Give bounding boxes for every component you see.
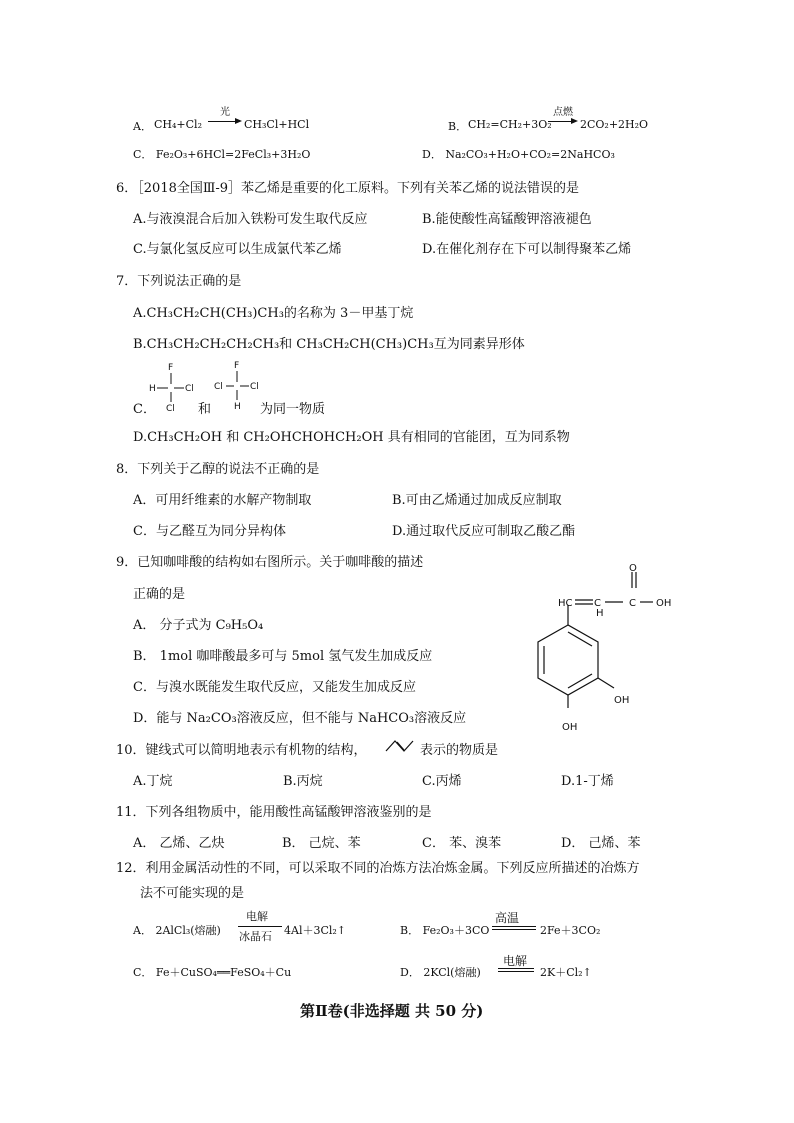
option-tail: 为同一物质 [260, 402, 326, 417]
condition-top: 高温 [495, 911, 520, 925]
caffeic-acid-structure [530, 560, 710, 740]
reaction-condition: 点燃 [553, 107, 573, 118]
q8-option-c: C．与乙醛互为同分异构体 [133, 524, 286, 539]
condition-bar [492, 929, 536, 930]
equation-products: 2Fe＋3CO₂ [540, 924, 601, 937]
atom-h: H [149, 384, 156, 394]
atom-f: F [234, 361, 240, 371]
atom-h: H [234, 402, 241, 412]
condition-bottom: 冰晶石 [239, 930, 272, 943]
q10-stem-start: 10．键线式可以简明地表示有机物的结构， [116, 743, 367, 758]
equation-products: 2CO₂+2H₂O [580, 118, 649, 131]
label-c: C [594, 598, 601, 609]
atom-cl: Cl [214, 382, 223, 392]
q11-option-d: D． 己烯、苯 [561, 836, 641, 851]
and-word: 和 [198, 402, 212, 417]
bond-lines [226, 371, 249, 400]
q9-option-d: D．能与 Na₂CO₃溶液反应，但不能与 NaHCO₃溶液反应 [133, 711, 467, 726]
q8-option-a: A．可用纤维素的水解产物制取 [133, 493, 312, 508]
reaction-arrow [208, 107, 242, 126]
reaction-condition: 光 [220, 107, 230, 118]
equation-products: 4Al＋3Cl₂↑ [284, 924, 347, 937]
q9-option-b: B． 1mol 咖啡酸最多可与 5mol 氢气发生加成反应 [133, 649, 433, 664]
q7-option-a: A.CH₃CH₂CH(CH₃)CH₃的名称为 3－甲基丁烷 [133, 306, 414, 321]
q8-option-b: B.可由乙烯通过加成反应制取 [392, 493, 562, 508]
equation-reactants: D． 2KCl(熔融) [400, 966, 481, 979]
q11-option-a: A． 乙烯、乙炔 [133, 836, 225, 851]
q8-option-d: D.通过取代反应可制取乙酸乙酯 [392, 524, 576, 539]
q10-option-c: C.丙烯 [422, 774, 462, 789]
equation-products: CH₃Cl+HCl [244, 118, 310, 131]
skeletal-formula-icon [384, 738, 422, 754]
condition-top: 电解 [503, 954, 528, 968]
arrow-icon [208, 118, 242, 126]
q9-option-c: C．与溴水既能发生取代反应，又能发生加成反应 [133, 680, 416, 695]
label-oh: OH [614, 695, 630, 706]
q7-stem: 7．下列说法正确的是 [116, 274, 242, 289]
atom-cl: Cl [185, 384, 194, 394]
q11-option-b: B． 己烷、苯 [282, 836, 361, 851]
condition-bar [498, 971, 534, 972]
q6-option-a: A.与液溴混合后加入铁粉可发生取代反应 [133, 212, 368, 227]
q9-option-a: A． 分子式为 C₉H₅O₄ [133, 618, 264, 633]
q12-stem-line1: 12．利用金属活动性的不同，可以采取不同的冶炼方法冶炼金属。下列反应所描述的冶炼方 [116, 861, 640, 876]
equation-reactants: A． 2AlCl₃(熔融) [133, 924, 221, 937]
atom-f: F [168, 363, 174, 373]
label-c: C [629, 598, 636, 609]
benzene-ring [538, 625, 598, 695]
q10-option-b: B.丙烷 [283, 774, 323, 789]
atom-cl: Cl [250, 382, 259, 392]
condition-bar [238, 926, 282, 927]
equation-reactants: CH₄+Cl₂ [154, 118, 202, 131]
q6-stem: 6．［2018全国Ⅲ-9］苯乙烯是重要的化工原料。下列有关苯乙烯的说法错误的是 [116, 181, 580, 196]
condition-bar [492, 926, 536, 927]
q9-stem-line1: 9．已知咖啡酸的结构如右图所示。关于咖啡酸的描述 [116, 555, 424, 570]
q7-option-d: D.CH₃CH₂OH 和 CH₂OHCHOHCH₂OH 具有相同的官能团，互为同系物 [133, 430, 570, 445]
equation-reactants: B． Fe₂O₃＋3CO [400, 924, 490, 937]
q5-option-d: D． Na₂CO₃+H₂O+CO₂=2NaHCO₃ [422, 148, 615, 161]
q12-option-c: C． Fe＋CuSO₄══FeSO₄＋Cu [133, 966, 292, 979]
atom-cl: Cl [166, 404, 175, 414]
condition-top: 电解 [246, 910, 268, 923]
option-letter: B． [448, 120, 468, 133]
q12-stem-line2: 法不可能实现的是 [140, 886, 245, 901]
q5-option-c: C． Fe₂O₃+6HCl=2FeCl₃+3H₂O [133, 148, 311, 161]
q10-option-d: D.1-丁烯 [561, 774, 614, 789]
arrow-icon [548, 118, 578, 126]
q10-stem-end: 表示的物质是 [420, 743, 499, 758]
label-h: H [596, 608, 604, 619]
option-letter: C． [133, 402, 156, 417]
q6-option-d: D.在催化剂存在下可以制得聚苯乙烯 [422, 242, 632, 257]
q9-stem-line2: 正确的是 [133, 587, 186, 602]
label-oh: OH [656, 598, 672, 609]
structural-formula-1 [144, 360, 204, 416]
label-o: O [629, 563, 637, 574]
q6-option-b: B.能使酸性高锰酸钾溶液褪色 [422, 212, 592, 227]
q10-option-a: A.丁烷 [133, 774, 173, 789]
q6-option-c: C.与氯化氢反应可以生成氯代苯乙烯 [133, 242, 342, 257]
bond-lines [157, 373, 184, 402]
q7-option-b: B.CH₃CH₂CH₂CH₂CH₃和 CH₃CH₂CH(CH₃)CH₃互为同素异形体 [133, 337, 525, 352]
equation-products: 2K＋Cl₂↑ [540, 966, 592, 979]
option-letter: A． [133, 120, 152, 133]
condition-bar [498, 968, 534, 969]
reaction-arrow [548, 107, 578, 126]
q8-stem: 8．下列关于乙醇的说法不正确的是 [116, 462, 320, 477]
q11-stem: 11．下列各组物质中，能用酸性高锰酸钾溶液鉴别的是 [116, 805, 432, 820]
label-hc: HC [558, 598, 573, 609]
section-title: 第Ⅱ卷(非选择题 共 50 分) [300, 1002, 484, 1020]
q11-option-c: C． 苯、溴苯 [422, 836, 502, 851]
equation-reactants: CH₂=CH₂+3O₂ [468, 118, 552, 131]
label-oh: OH [562, 722, 578, 733]
